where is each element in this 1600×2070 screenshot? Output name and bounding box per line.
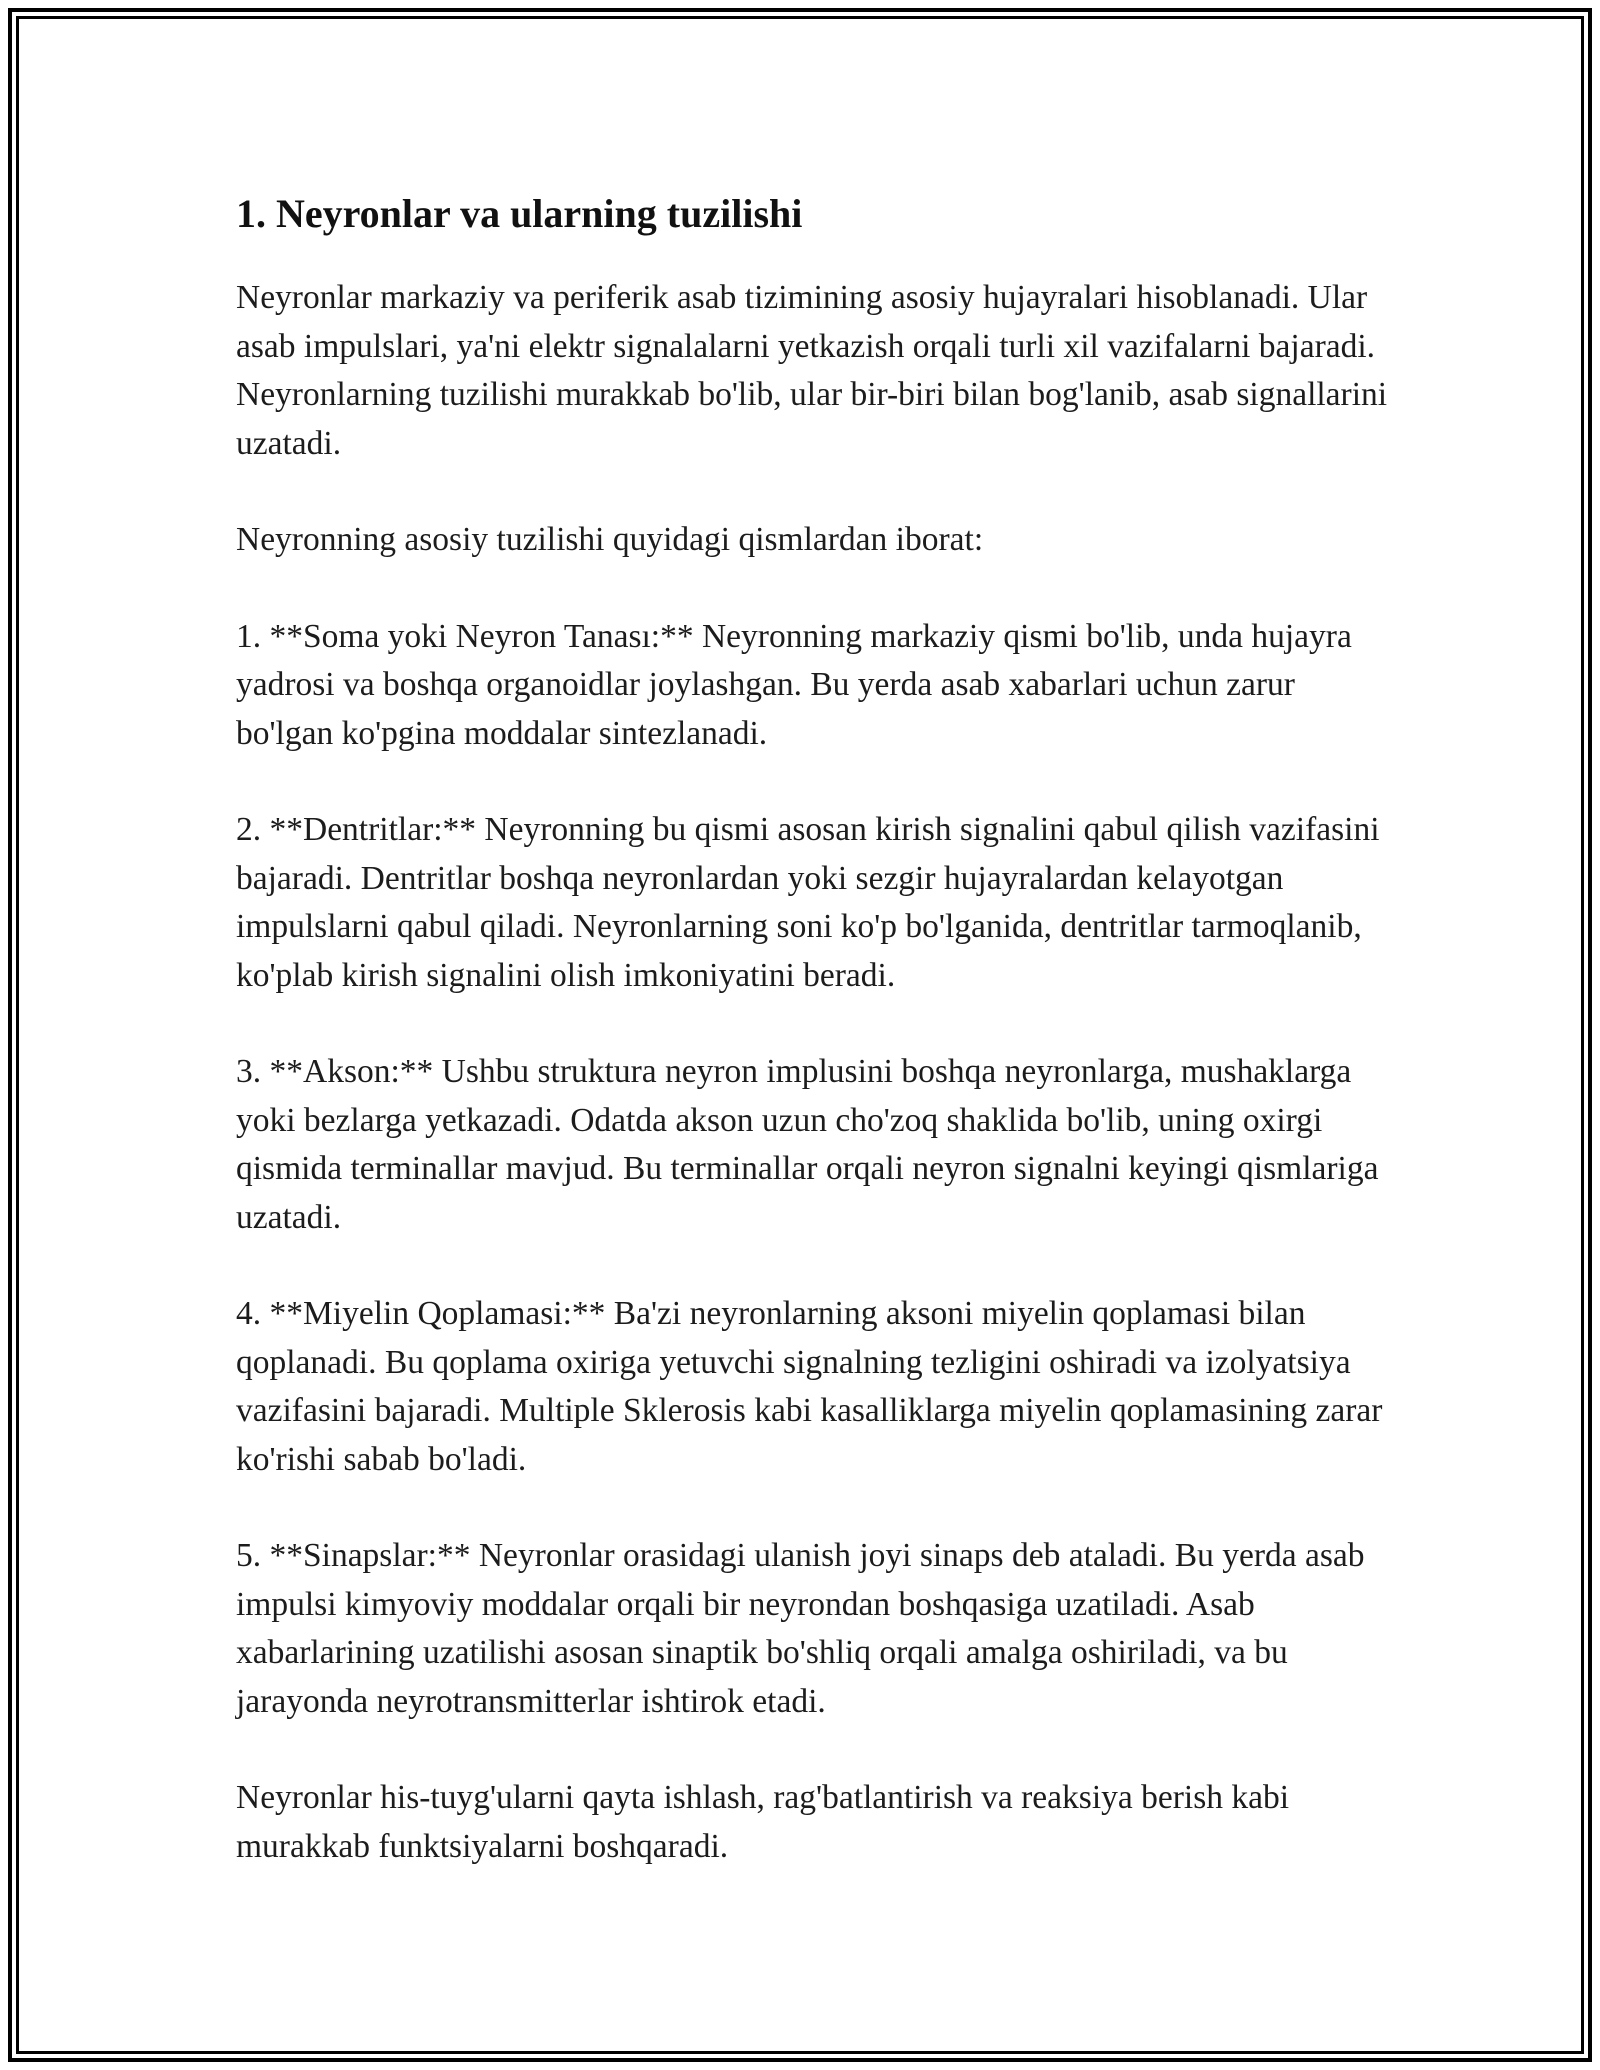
paragraph-conclusion: Neyronlar his-tuyg'ularni qayta ishlash, rag'batlantirish va reaksiya berish kabi murakkab funktsiyalarni boshqaradi. bbox=[236, 1779, 1290, 1865]
document-title: 1. Neyronlar va ularning tuzilishi bbox=[236, 191, 803, 236]
list-item-axon: 3. **Akson:** Ushbu struktura neyron implusini boshqa neyronlarga, mushaklarga yoki bezlarga yetkazadi. Odatda akson uzun cho'zoq shaklida bo'lib, uning oxirgi qismida terminallar mavjud. Bu terminallar orqali neyron signalni keyingi qismlariga uzatadi. bbox=[236, 1053, 1379, 1236]
paragraph-intro: Neyronlar markaziy va periferik asab tizimining asosiy hujayralari hisoblanadi. Ular asab impulslari, ya'ni elektr signalalarni yetkazish orqali turli xil vazifalarni bajaradi. Neyronlarning tuzilishi murakkab bo'lib, ular bir-biri bilan bog'lanib, asab signallarini uzatadi. bbox=[236, 279, 1388, 462]
list-item-dendrites: 2. **Dentritlar:** Neyronning bu qismi asosan kirish signalini qabul qilish vazifasini bajaradi. Dentritlar boshqa neyronlardan yoki sezgir hujayralardan kelayotgan impulslarni qabul qiladi. Neyronlarning soni ko'p bo'lganida, dentritlar tarmoqlanib, ko'plab kirish signalini olish imkoniyatini beradi. bbox=[236, 811, 1380, 994]
list-item-soma: 1. **Soma yoki Neyron Tanası:** Neyronning markaziy qismi bo'lib, unda hujayra yadrosi va boshqa organoidlar joylashgan. Bu yerda asab xabarlari uchun zarur bo'lgan ko'pgina moddalar sintezlanadi. bbox=[236, 617, 1352, 752]
document-body bbox=[236, 188, 1396, 1871]
list-item-myelin: 4. **Miyelin Qoplamasi:** Ba'zi neyronlarning aksoni miyelin qoplamasi bilan qoplanadi. Bu qoplama oxiriga yetuvchi signalning tezligini oshiradi va izolyatsiya vazifasini bajaradi. Multiple Sklerosis kabi kasalliklarga miyelin qoplamasining zarar ko'rishi sabab bo'ladi. bbox=[236, 1295, 1383, 1478]
list-item-synapses: 5. **Sinapslar:** Neyronlar orasidagi ulanish joyi sinaps deb ataladi. Bu yerda asab impulsi kimyoviy moddalar orqali bir neyrondan boshqasiga uzatiladi. Asab xabarlarining uzatilishi asosan sinaptik bo'shliq orqali amalga oshiriladi, va bu jarayonda neyrotransmitterlar ishtirok etadi. bbox=[236, 1537, 1365, 1720]
paragraph-structure-lead: Neyronning asosiy tuzilishi quyidagi qismlardan iborat: bbox=[236, 521, 984, 558]
